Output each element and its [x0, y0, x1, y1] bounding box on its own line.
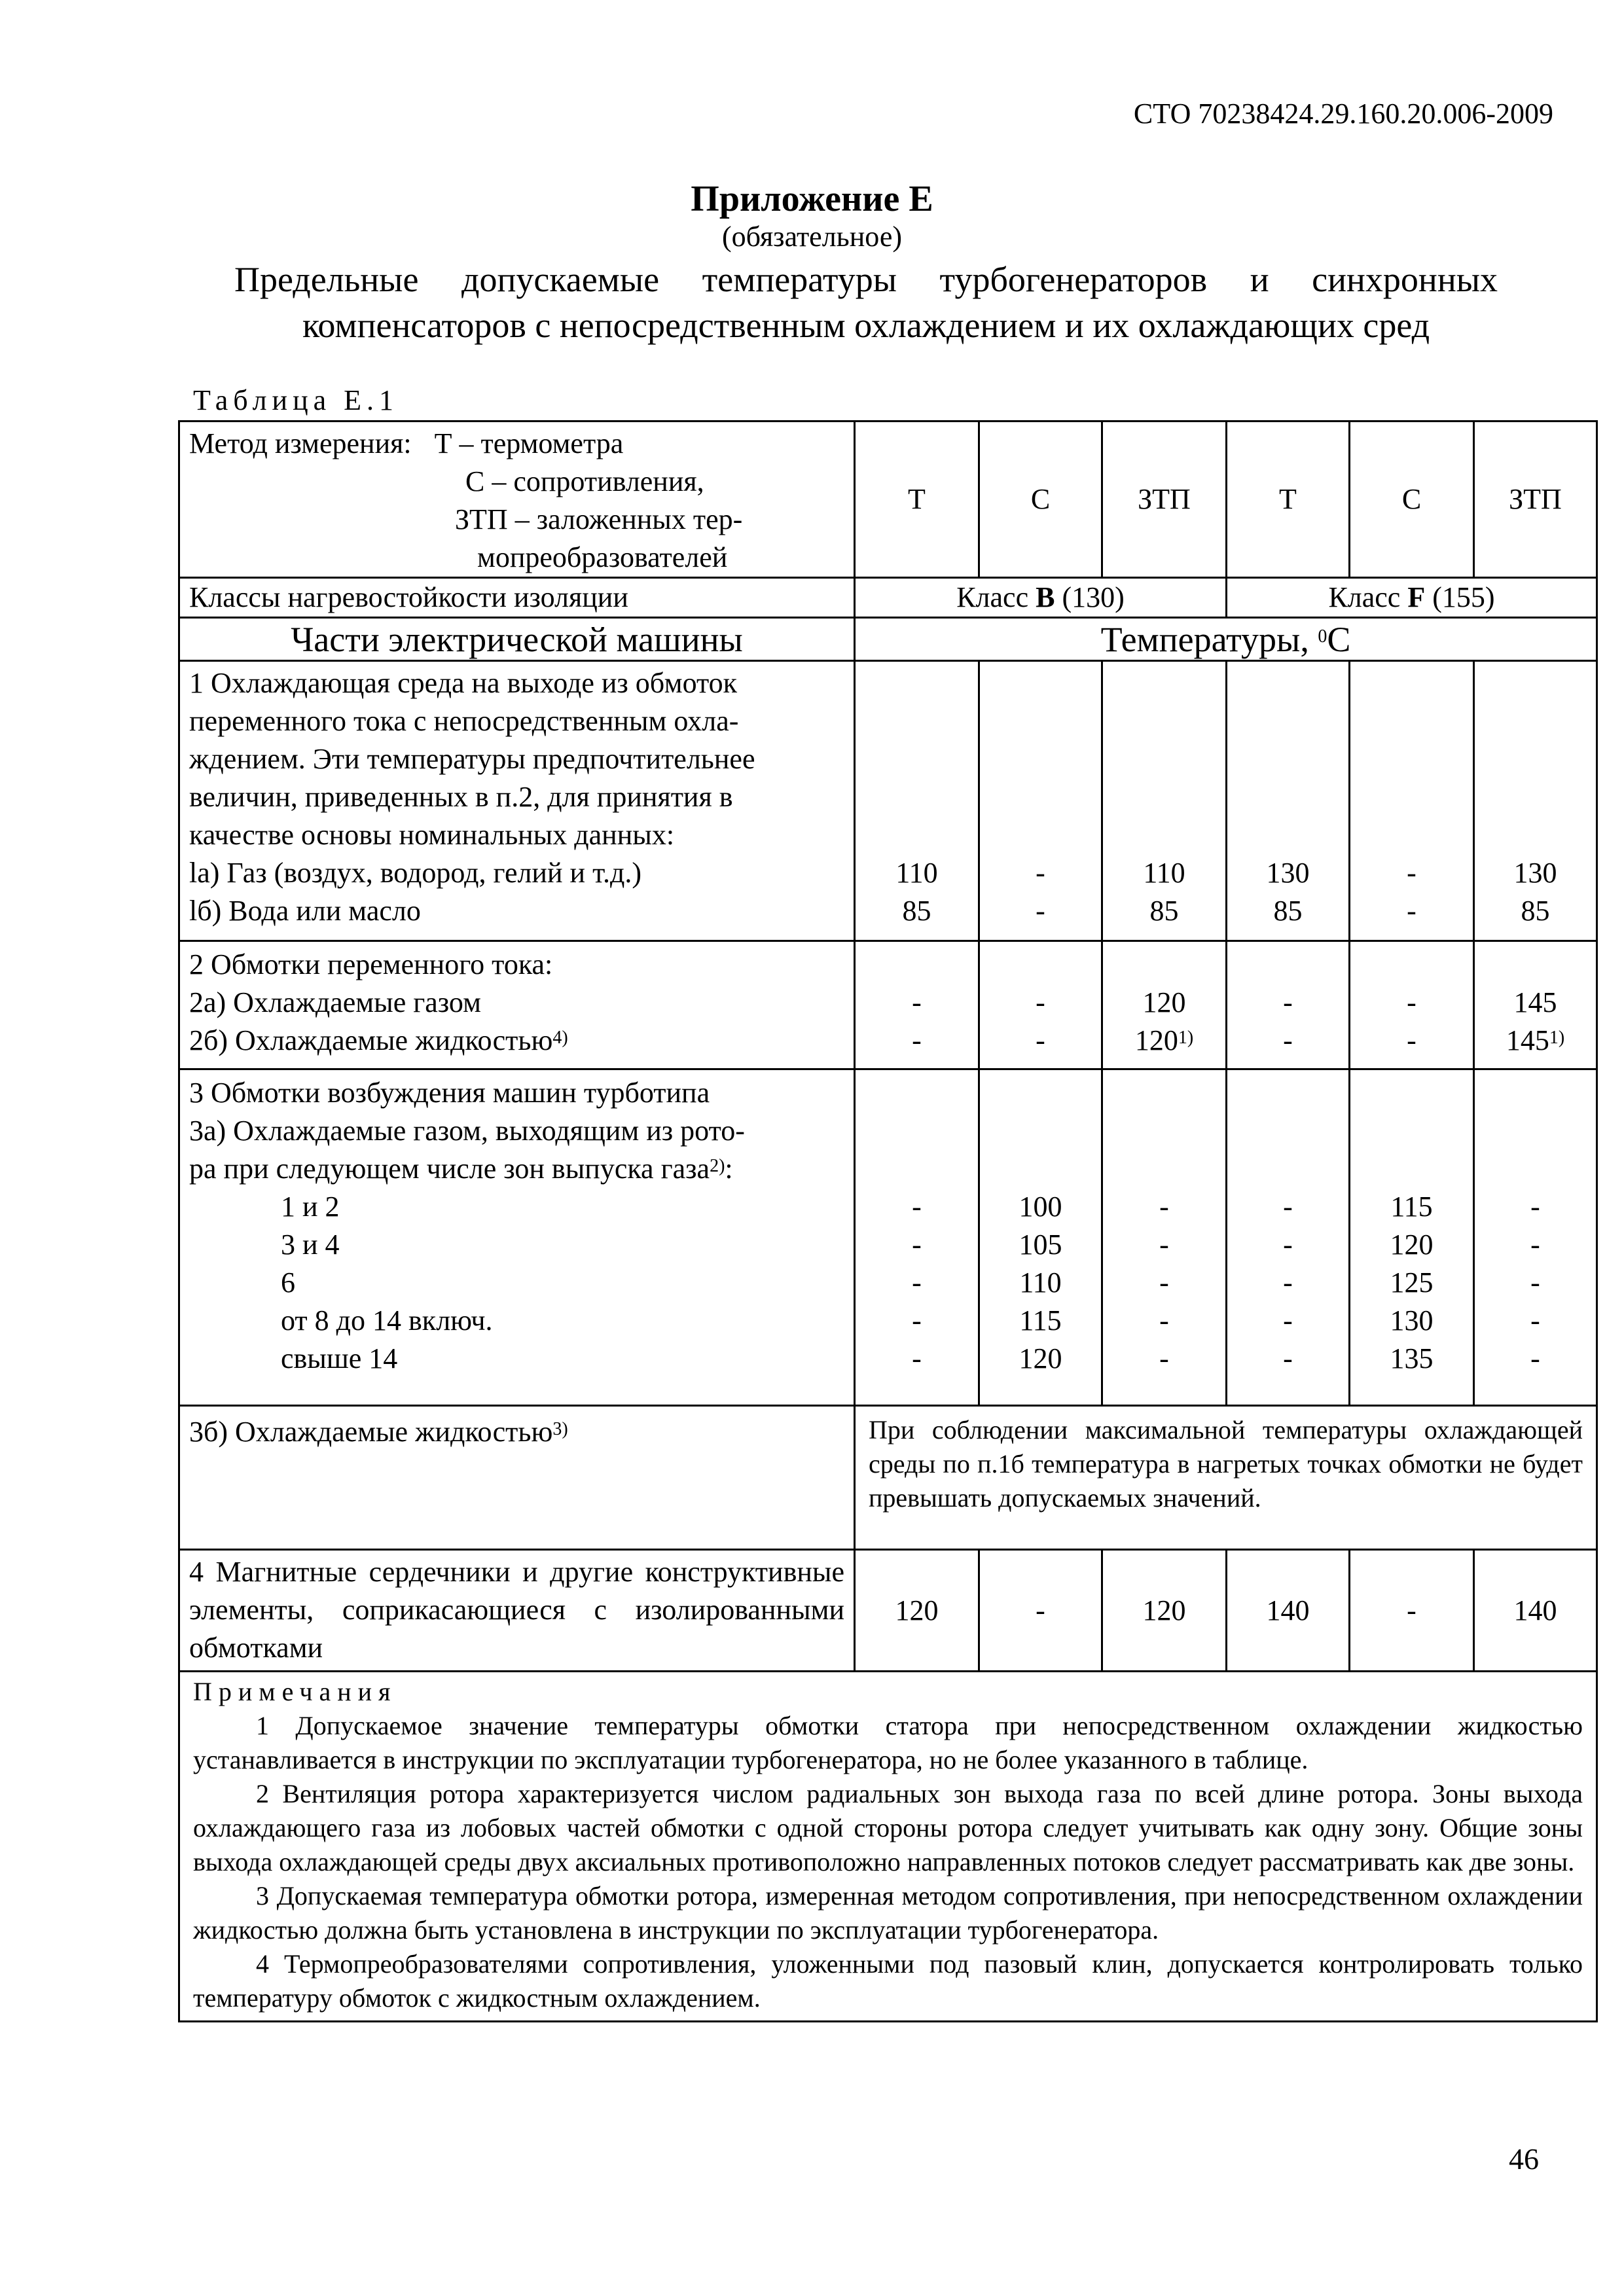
method-label: Метод измерения:: [189, 427, 412, 459]
class-b: Класс B (130): [855, 578, 1227, 618]
s1-col-1: 110 85: [855, 661, 979, 941]
s1-col-5: - -: [1350, 661, 1474, 941]
zone-label: свыше 14: [281, 1342, 398, 1374]
method-ztp-2: мопреобразователей: [477, 541, 728, 573]
header-row: [179, 618, 1597, 661]
s2-col-6: 145 145$^{1)}$: [1474, 941, 1597, 1069]
s3-col-6: - - - - -: [1474, 1069, 1597, 1406]
s1-col-6: 130 85: [1474, 661, 1597, 941]
method-ztp-1: ЗТП – заложенных тер-: [455, 503, 743, 535]
notes-cell: [179, 1672, 1597, 2022]
note-1: 1 Допускаемое значение температуры обмотки статора при непосредственном охлаждении жидкостью устанавливается в инструкции по эксплуатации турбогенератора, но не более указанного в таблице.: [193, 1711, 1583, 1774]
class-f: Класс F (155): [1227, 578, 1597, 618]
method-row: [179, 422, 1597, 578]
temperature-table: [178, 420, 1596, 2022]
section-2a-label: 2а) Охлаждаемые газом: [189, 986, 481, 1018]
s1-col-3: 110 85: [1102, 661, 1227, 941]
s3-col-1: - - - - -: [855, 1069, 979, 1406]
s3-col-4: - - - - -: [1227, 1069, 1350, 1406]
table-label: Таблица Е.1: [193, 384, 399, 416]
s4-col-3: 120: [1102, 1550, 1227, 1672]
page-number: 46: [1509, 2142, 1539, 2176]
s4-col-5: -: [1350, 1550, 1474, 1672]
s4-col-2: -: [979, 1550, 1102, 1672]
appendix-subtitle: (обязательное): [722, 221, 902, 253]
zone-label: 3 и 4: [281, 1229, 340, 1261]
s2-col-1: - -: [855, 941, 979, 1069]
parts-header: Части электрической машины: [179, 618, 855, 661]
s1-col-2: - -: [979, 661, 1102, 941]
s2-col-5: - -: [1350, 941, 1474, 1069]
heading-line-1: Предельные допускаемые температуры турбогенераторов и синхронных: [234, 260, 1498, 299]
zone-label: от 8 до 14 включ.: [281, 1304, 493, 1336]
section-3-text: 3 Обмотки возбуждения машин турботипа 3а) Охлаждаемые газом, выходящим из рото- ра при следующем числе зон выпуска газа$^{2)}$: 1 и 2 3 и 4 6 от 8 до 14 включ. свыше 14: [179, 1069, 855, 1406]
method-cell: [179, 422, 855, 578]
zone-label: 1 и 2: [281, 1191, 340, 1223]
s1-col-4: 130 85: [1227, 661, 1350, 941]
s2-col-4: - -: [1227, 941, 1350, 1069]
section-1b-label: lб) Вода или масло: [189, 895, 421, 927]
section-3b-text: При соблюдении максимальной температуры охлаждающей среды по п.1б температура в нагретых точках обмотки не будет превышать допускаемых значений.: [855, 1406, 1597, 1550]
section-2b-label: 2б) Охлаждаемые жидкостью$^{4)}$: [189, 1024, 568, 1056]
note-2: 2 Вентиляция ротора характеризуется числом радиальных зон выхода газа по всей длине ротора. Зоны выхода охлаждающего газа из лобовых частей обмотки с одной стороны ротора следует учитывать как одну зону. Общие зоны выхода охлаждающей среды двух аксиальных противоположно направленных потоков следует рассматривать как две зоны.: [193, 1779, 1583, 1876]
s3-col-3: - - - - -: [1102, 1069, 1227, 1406]
method-col-6: ЗТП: [1474, 422, 1597, 578]
section-1a-label: lа) Газ (воздух, водород, гелий и т.д.): [189, 857, 642, 889]
note-3: 3 Допускаемая температура обмотки ротора, измеренная методом сопротивления, при непосредственном охлаждении жидкостью должна быть установлена в инструкции по эксплуатации турбогенератора.: [193, 1881, 1583, 1945]
classes-row: [179, 578, 1597, 618]
note-4: 4 Термопреобразователями сопротивления, уложенными под пазовый клин, допускается контролировать только температуру обмоток с жидкостным охлаждением.: [193, 1949, 1583, 2013]
classes-label: Классы нагревостойкости изоляции: [179, 578, 855, 618]
appendix-heading: [234, 257, 1498, 348]
method-col-2: С: [979, 422, 1102, 578]
method-col-1: Т: [855, 422, 979, 578]
s4-col-6: 140: [1474, 1550, 1597, 1672]
method-t: Т – термометра: [434, 427, 624, 459]
notes-row: [179, 1672, 1597, 2022]
zone-label: 6: [281, 1266, 295, 1299]
s2-col-3: 120 120$^{1)}$: [1102, 941, 1227, 1069]
notes-header: Примечания: [193, 1677, 397, 1706]
method-col-3: ЗТП: [1102, 422, 1227, 578]
section-1-text: 1 Охлаждающая среда на выходе из обмоток переменного тока с непосредственным охла- ждением. Эти температуры предпочтительнее величин, приведенных в п.2, для принятия в качестве основы номинальных данных: lа) Газ (воздух, водород, гелий и т.д.) lб) Вода или масло: [179, 661, 855, 941]
method-c: С – сопротивления,: [465, 465, 704, 497]
appendix-title: Приложение Е: [691, 179, 933, 219]
section-3b-label: 3б) Охлаждаемые жидкостью$^{3)}$: [179, 1406, 855, 1550]
section-4-row: [179, 1550, 1597, 1672]
section-2-text: 2 Обмотки переменного тока: 2а) Охлаждаемые газом 2б) Охлаждаемые жидкостью$^{4)}$: [179, 941, 855, 1069]
heading-line-2: компенсаторов с непосредственным охлаждением и их охлаждающих сред: [302, 306, 1430, 345]
s4-col-4: 140: [1227, 1550, 1350, 1672]
method-col-5: С: [1350, 422, 1474, 578]
s2-col-2: - -: [979, 941, 1102, 1069]
s3-col-2: 100 105 110 115 120: [979, 1069, 1102, 1406]
s3-col-5: 115 120 125 130 135: [1350, 1069, 1474, 1406]
s4-col-1: 120: [855, 1550, 979, 1672]
section-2-row: [179, 941, 1597, 1069]
section-1-row: [179, 661, 1597, 941]
section-3b-row: [179, 1406, 1597, 1550]
section-3-row: [179, 1069, 1597, 1406]
method-col-4: Т: [1227, 422, 1350, 578]
temps-header: Температуры, $^0$С: [855, 618, 1597, 661]
section-4-text: 4 Магнитные сердечники и другие конструктивные элементы, соприкасающиеся с изолированными обмотками: [179, 1550, 855, 1672]
document-code: СТО 70238424.29.160.20.006-2009: [1133, 98, 1553, 130]
